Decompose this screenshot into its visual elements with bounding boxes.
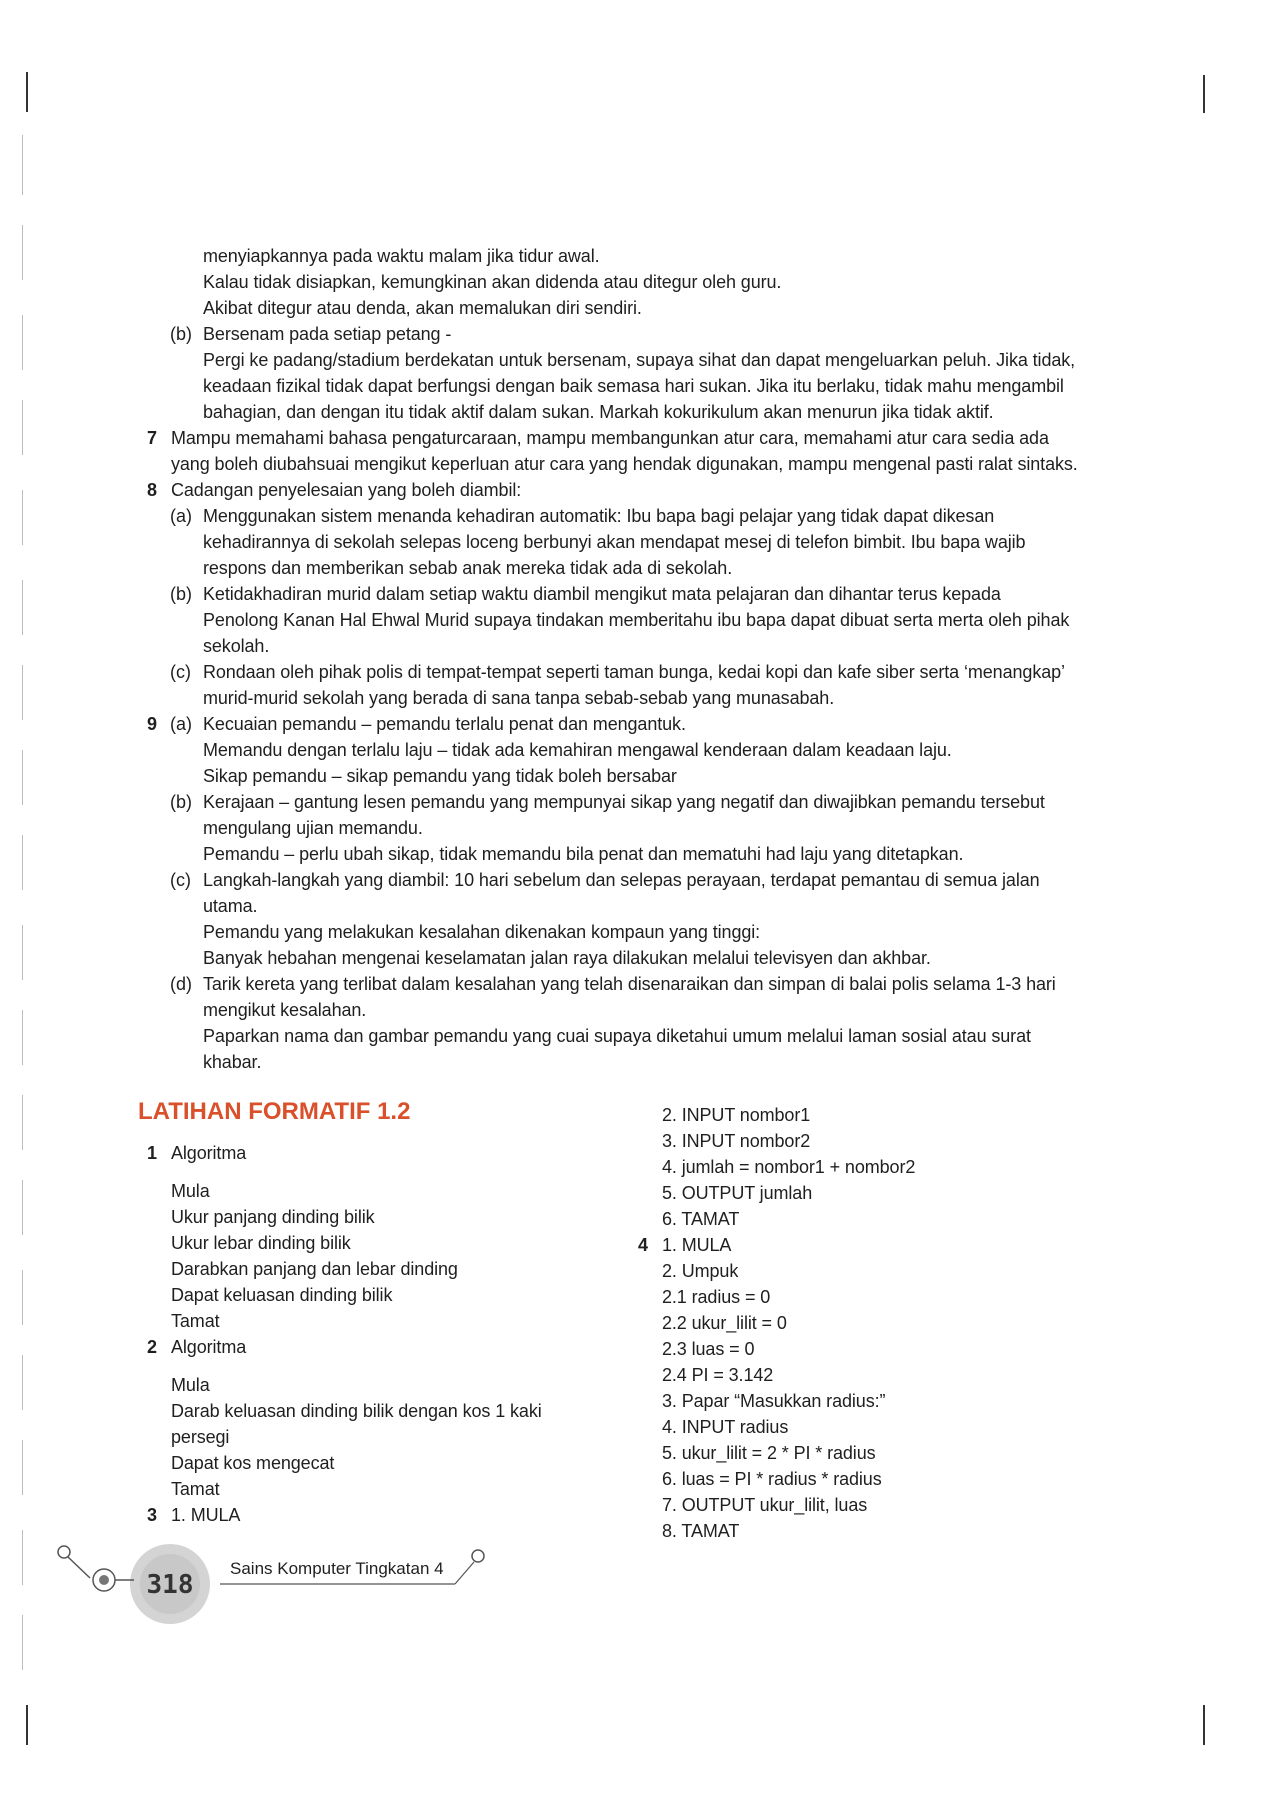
margin-tick bbox=[22, 750, 23, 805]
text-line: Penolong Kanan Hal Ehwal Murid supaya tindakan memberitahu ibu bapa dapat dibuat serta merta oleh pihak bbox=[203, 610, 1070, 630]
item-label: (c) bbox=[170, 870, 191, 890]
text-line: bahagian, dan dengan itu tidak aktif dalam sukan. Markah kokurikulum akan menurun jika tidak aktif. bbox=[203, 402, 994, 422]
text-line: Algoritma bbox=[171, 1337, 247, 1357]
question-number: 7 bbox=[147, 428, 158, 448]
question-number: 1 bbox=[147, 1143, 158, 1163]
margin-tick bbox=[22, 1615, 23, 1670]
text-line: mengikut kesalahan. bbox=[203, 1000, 367, 1020]
text-line: 6. luas = PI * radius * radius bbox=[662, 1469, 882, 1489]
text-line: Darab keluasan dinding bilik dengan kos 1 kaki bbox=[171, 1401, 542, 1421]
text-line: 2.4 PI = 3.142 bbox=[662, 1365, 774, 1385]
text-line: 3. INPUT nombor2 bbox=[662, 1131, 811, 1151]
text-line: 1. MULA bbox=[662, 1235, 732, 1255]
text-line: kehadirannya di sekolah selepas loceng berbunyi akan mendapat mesej di telefon bimbit. Ibu bapa wajib bbox=[203, 532, 1026, 552]
text-line: Tamat bbox=[171, 1479, 220, 1499]
item-label: (b) bbox=[170, 792, 192, 812]
margin-tick bbox=[22, 1270, 23, 1325]
margin-tick bbox=[22, 1355, 23, 1410]
text-line: Rondaan oleh pihak polis di tempat-tempat seperti taman bunga, kedai kopi dan kafe siber serta ‘menangkap’ bbox=[203, 662, 1065, 682]
text-line: Kalau tidak disiapkan, kemungkinan akan didenda atau ditegur oleh guru. bbox=[203, 272, 782, 292]
left-edge-mark-bottom bbox=[26, 1705, 28, 1745]
text-line: keadaan fizikal tidak dapat berfungsi dengan baik semasa hari sukan. Jika itu berlaku, tidak mahu mengambil bbox=[203, 376, 1064, 396]
item-label: (d) bbox=[170, 974, 192, 994]
margin-tick bbox=[22, 925, 23, 980]
margin-tick bbox=[22, 1095, 23, 1150]
text-line: 8. TAMAT bbox=[662, 1521, 740, 1541]
text-line: yang boleh diubahsuai mengikut keperluan atur cara yang hendak digunakan, mampu mengenal pasti ralat sintaks. bbox=[171, 454, 1078, 474]
margin-tick bbox=[22, 835, 23, 890]
text-line: Dapat kos mengecat bbox=[171, 1453, 335, 1473]
right-edge-mark bbox=[1203, 75, 1205, 113]
text-line: khabar. bbox=[203, 1052, 262, 1072]
text-line: mengulang ujian memandu. bbox=[203, 818, 423, 838]
footer-node-icon bbox=[472, 1550, 484, 1562]
question-number: 4 bbox=[638, 1235, 649, 1255]
margin-tick bbox=[22, 1010, 23, 1065]
text-line: Mula bbox=[171, 1181, 210, 1201]
item-label: (b) bbox=[170, 584, 192, 604]
text-line: Ukur lebar dinding bilik bbox=[171, 1233, 351, 1253]
question-number: 8 bbox=[147, 480, 158, 500]
text-line: Tamat bbox=[171, 1311, 220, 1331]
right-edge-mark-bottom bbox=[1203, 1705, 1205, 1745]
text-line: utama. bbox=[203, 896, 258, 916]
left-edge-mark bbox=[26, 72, 28, 112]
text-line: 4. INPUT radius bbox=[662, 1417, 789, 1437]
question-number: 9 bbox=[147, 714, 158, 734]
item-label: (b) bbox=[170, 324, 192, 344]
text-line: Dapat keluasan dinding bilik bbox=[171, 1285, 393, 1305]
text-line: Pemandu yang melakukan kesalahan dikenakan kompaun yang tinggi: bbox=[203, 922, 761, 942]
text-line: Pemandu – perlu ubah sikap, tidak memandu bila penat dan mematuhi had laju yang ditetapkan. bbox=[203, 844, 964, 864]
text-line: 3. Papar “Masukkan radius:” bbox=[662, 1391, 886, 1411]
item-label: (a) bbox=[170, 506, 192, 526]
item-label: (c) bbox=[170, 662, 191, 682]
margin-tick bbox=[22, 225, 23, 280]
text-line: Mampu memahami bahasa pengaturcaraan, mampu membangunkan atur cara, memahami atur cara sedia ada bbox=[171, 428, 1049, 448]
text-line: Sikap pemandu – sikap pemandu yang tidak boleh bersabar bbox=[203, 766, 677, 786]
text-line: Kerajaan – gantung lesen pemandu yang mempunyai sikap yang negatif dan diwajibkan pemandu tersebut bbox=[203, 792, 1045, 812]
footer-node-icon bbox=[58, 1546, 70, 1558]
text-line: Banyak hebahan mengenai keselamatan jalan raya dilakukan melalui televisyen dan akhbar. bbox=[203, 948, 931, 968]
text-line: Bersenam pada setiap petang - bbox=[203, 324, 452, 344]
text-line: 4. jumlah = nombor1 + nombor2 bbox=[662, 1157, 916, 1177]
text-line: Tarik kereta yang terlibat dalam kesalahan yang telah disenaraikan dan simpan di balai polis selama 1-3 hari bbox=[203, 974, 1056, 994]
question-number: 2 bbox=[147, 1337, 158, 1357]
margin-tick bbox=[22, 1440, 23, 1495]
text-line: 1. MULA bbox=[171, 1505, 241, 1525]
footer-circuit-graphic bbox=[50, 1540, 490, 1635]
margin-tick bbox=[22, 490, 23, 545]
text-line: Kecuaian pemandu – pemandu terlalu penat dan mengantuk. bbox=[203, 714, 686, 734]
text-line: Langkah-langkah yang diambil: 10 hari sebelum dan selepas perayaan, terdapat pemantau di semua jalan bbox=[203, 870, 1040, 890]
book-title: Sains Komputer Tingkatan 4 bbox=[230, 1559, 444, 1578]
text-line: 6. TAMAT bbox=[662, 1209, 740, 1229]
text-line: Memandu dengan terlalu laju – tidak ada kemahiran mengawal kenderaan dalam keadaan laju. bbox=[203, 740, 952, 760]
margin-tick bbox=[22, 135, 23, 195]
text-line: Algoritma bbox=[171, 1143, 247, 1163]
margin-tick bbox=[22, 400, 23, 455]
text-line: sekolah. bbox=[203, 636, 270, 656]
text-line: 2. Umpuk bbox=[662, 1261, 739, 1281]
text-line: 7. OUTPUT ukur_lilit, luas bbox=[662, 1495, 868, 1515]
footer-connector bbox=[455, 1562, 474, 1584]
text-line: Mula bbox=[171, 1375, 210, 1395]
text-line: 5. ukur_lilit = 2 * PI * radius bbox=[662, 1443, 876, 1463]
text-line: Akibat ditegur atau denda, akan memalukan diri sendiri. bbox=[203, 298, 642, 318]
text-line: 2.3 luas = 0 bbox=[662, 1339, 755, 1359]
footer-node-icon bbox=[99, 1575, 109, 1585]
text-line: persegi bbox=[171, 1427, 230, 1447]
margin-tick bbox=[22, 1180, 23, 1235]
margin-tick bbox=[22, 315, 23, 370]
margin-tick bbox=[22, 1530, 23, 1585]
section-title: LATIHAN FORMATIF 1.2 bbox=[138, 1098, 411, 1125]
margin-tick bbox=[22, 580, 23, 635]
text-line: respons dan memberikan sebab anak mereka tidak ada di sekolah. bbox=[203, 558, 733, 578]
item-label: (a) bbox=[170, 714, 192, 734]
text-line: murid-murid sekolah yang berada di sana tanpa sebab-sebab yang munasabah. bbox=[203, 688, 835, 708]
question-number: 3 bbox=[147, 1505, 158, 1525]
page-number: 318 bbox=[146, 1570, 194, 1600]
footer-connector bbox=[68, 1557, 90, 1578]
text-line: Pergi ke padang/stadium berdekatan untuk bersenam, supaya sihat dan dapat mengeluarkan peluh. Jika tidak, bbox=[203, 350, 1076, 370]
text-line: Menggunakan sistem menanda kehadiran automatik: Ibu bapa bagi pelajar yang tidak dapat dikesan bbox=[203, 506, 995, 526]
text-line: Ukur panjang dinding bilik bbox=[171, 1207, 375, 1227]
text-line: 2.1 radius = 0 bbox=[662, 1287, 771, 1307]
text-line: 2.2 ukur_lilit = 0 bbox=[662, 1313, 787, 1333]
text-line: Cadangan penyelesaian yang boleh diambil: bbox=[171, 480, 522, 500]
text-line: 5. OUTPUT jumlah bbox=[662, 1183, 813, 1203]
text-line: Ketidakhadiran murid dalam setiap waktu diambil mengikut mata pelajaran dan dihantar terus kepada bbox=[203, 584, 1001, 604]
text-line: 2. INPUT nombor1 bbox=[662, 1105, 811, 1125]
text-line: Darabkan panjang dan lebar dinding bbox=[171, 1259, 458, 1279]
text-line: menyiapkannya pada waktu malam jika tidur awal. bbox=[203, 246, 600, 266]
text-line: Paparkan nama dan gambar pemandu yang cuai supaya diketahui umum melalui laman sosial atau surat bbox=[203, 1026, 1031, 1046]
margin-tick bbox=[22, 665, 23, 720]
